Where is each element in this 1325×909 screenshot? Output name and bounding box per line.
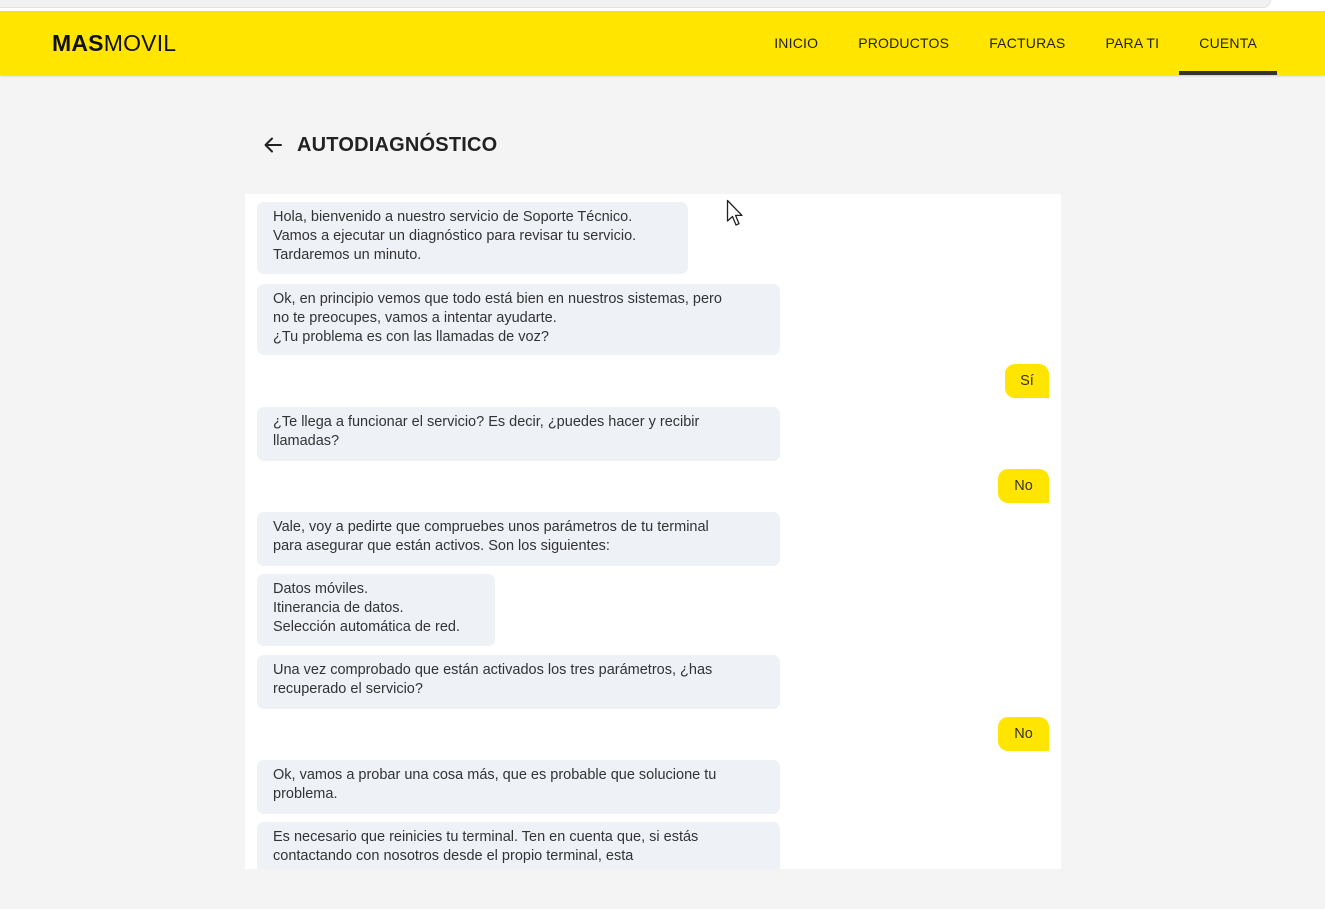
logo-bold-text: MAS xyxy=(52,30,104,56)
masmovil-logo[interactable] xyxy=(52,30,176,56)
mouse-pointer-icon xyxy=(726,199,746,229)
nav-item-productos[interactable]: PRODUCTOS xyxy=(858,35,950,51)
logo-light-text: MOVIL xyxy=(103,30,177,56)
nav-item-cuenta[interactable]: CUENTA xyxy=(1179,11,1277,75)
site-header xyxy=(0,11,1325,75)
browser-top-strip-inner xyxy=(0,0,1271,8)
page-title: AUTODIAGNÓSTICO xyxy=(297,133,498,156)
user-message-si: Sí xyxy=(1005,364,1049,398)
bot-message-recovered: Una vez comprobado que están activados los tres parámetros, ¿has recuperado el servicio? xyxy=(257,655,780,709)
page-title-row xyxy=(262,130,497,160)
bot-message-systems-ok: Ok, en principio vemos que todo está bien en nuestros sistemas, pero no te preocupes, vamos a intentar ayudarte. ¿Tu problema es con las llamadas de voz? xyxy=(257,284,780,355)
chat-panel[interactable] xyxy=(245,194,1061,869)
nav-item-inicio[interactable]: INICIO xyxy=(774,35,819,51)
bot-message-service-works: ¿Te llega a funcionar el servicio? Es decir, ¿puedes hacer y recibir llamadas? xyxy=(257,407,780,461)
nav-item-facturas[interactable]: FACTURAS xyxy=(989,35,1066,51)
user-message-no-1: No xyxy=(998,469,1049,503)
bot-message-restart: Es necesario que reinicies tu terminal. Ten en cuenta que, si estás contactando con nosotros desde el propio terminal, esta xyxy=(257,822,780,869)
bot-message-params-list: Datos móviles. Itinerancia de datos. Selección automática de red. xyxy=(257,574,495,646)
main-nav xyxy=(754,11,1277,75)
arrow-left-icon[interactable] xyxy=(262,134,284,156)
user-message-no-2: No xyxy=(998,717,1049,751)
bot-message-try-more: Ok, vamos a probar una cosa más, que es probable que solucione tu problema. xyxy=(257,760,780,814)
browser-top-strip xyxy=(0,0,1325,11)
bot-message-check-params: Vale, voy a pedirte que compruebes unos parámetros de tu terminal para asegurar que están activos. Son los siguientes: xyxy=(257,512,780,566)
bot-message-welcome: Hola, bienvenido a nuestro servicio de Soporte Técnico. Vamos a ejecutar un diagnóstico para revisar tu servicio. Tardaremos un minuto. xyxy=(257,202,688,274)
nav-item-para-ti[interactable]: PARA TI xyxy=(1105,35,1160,51)
